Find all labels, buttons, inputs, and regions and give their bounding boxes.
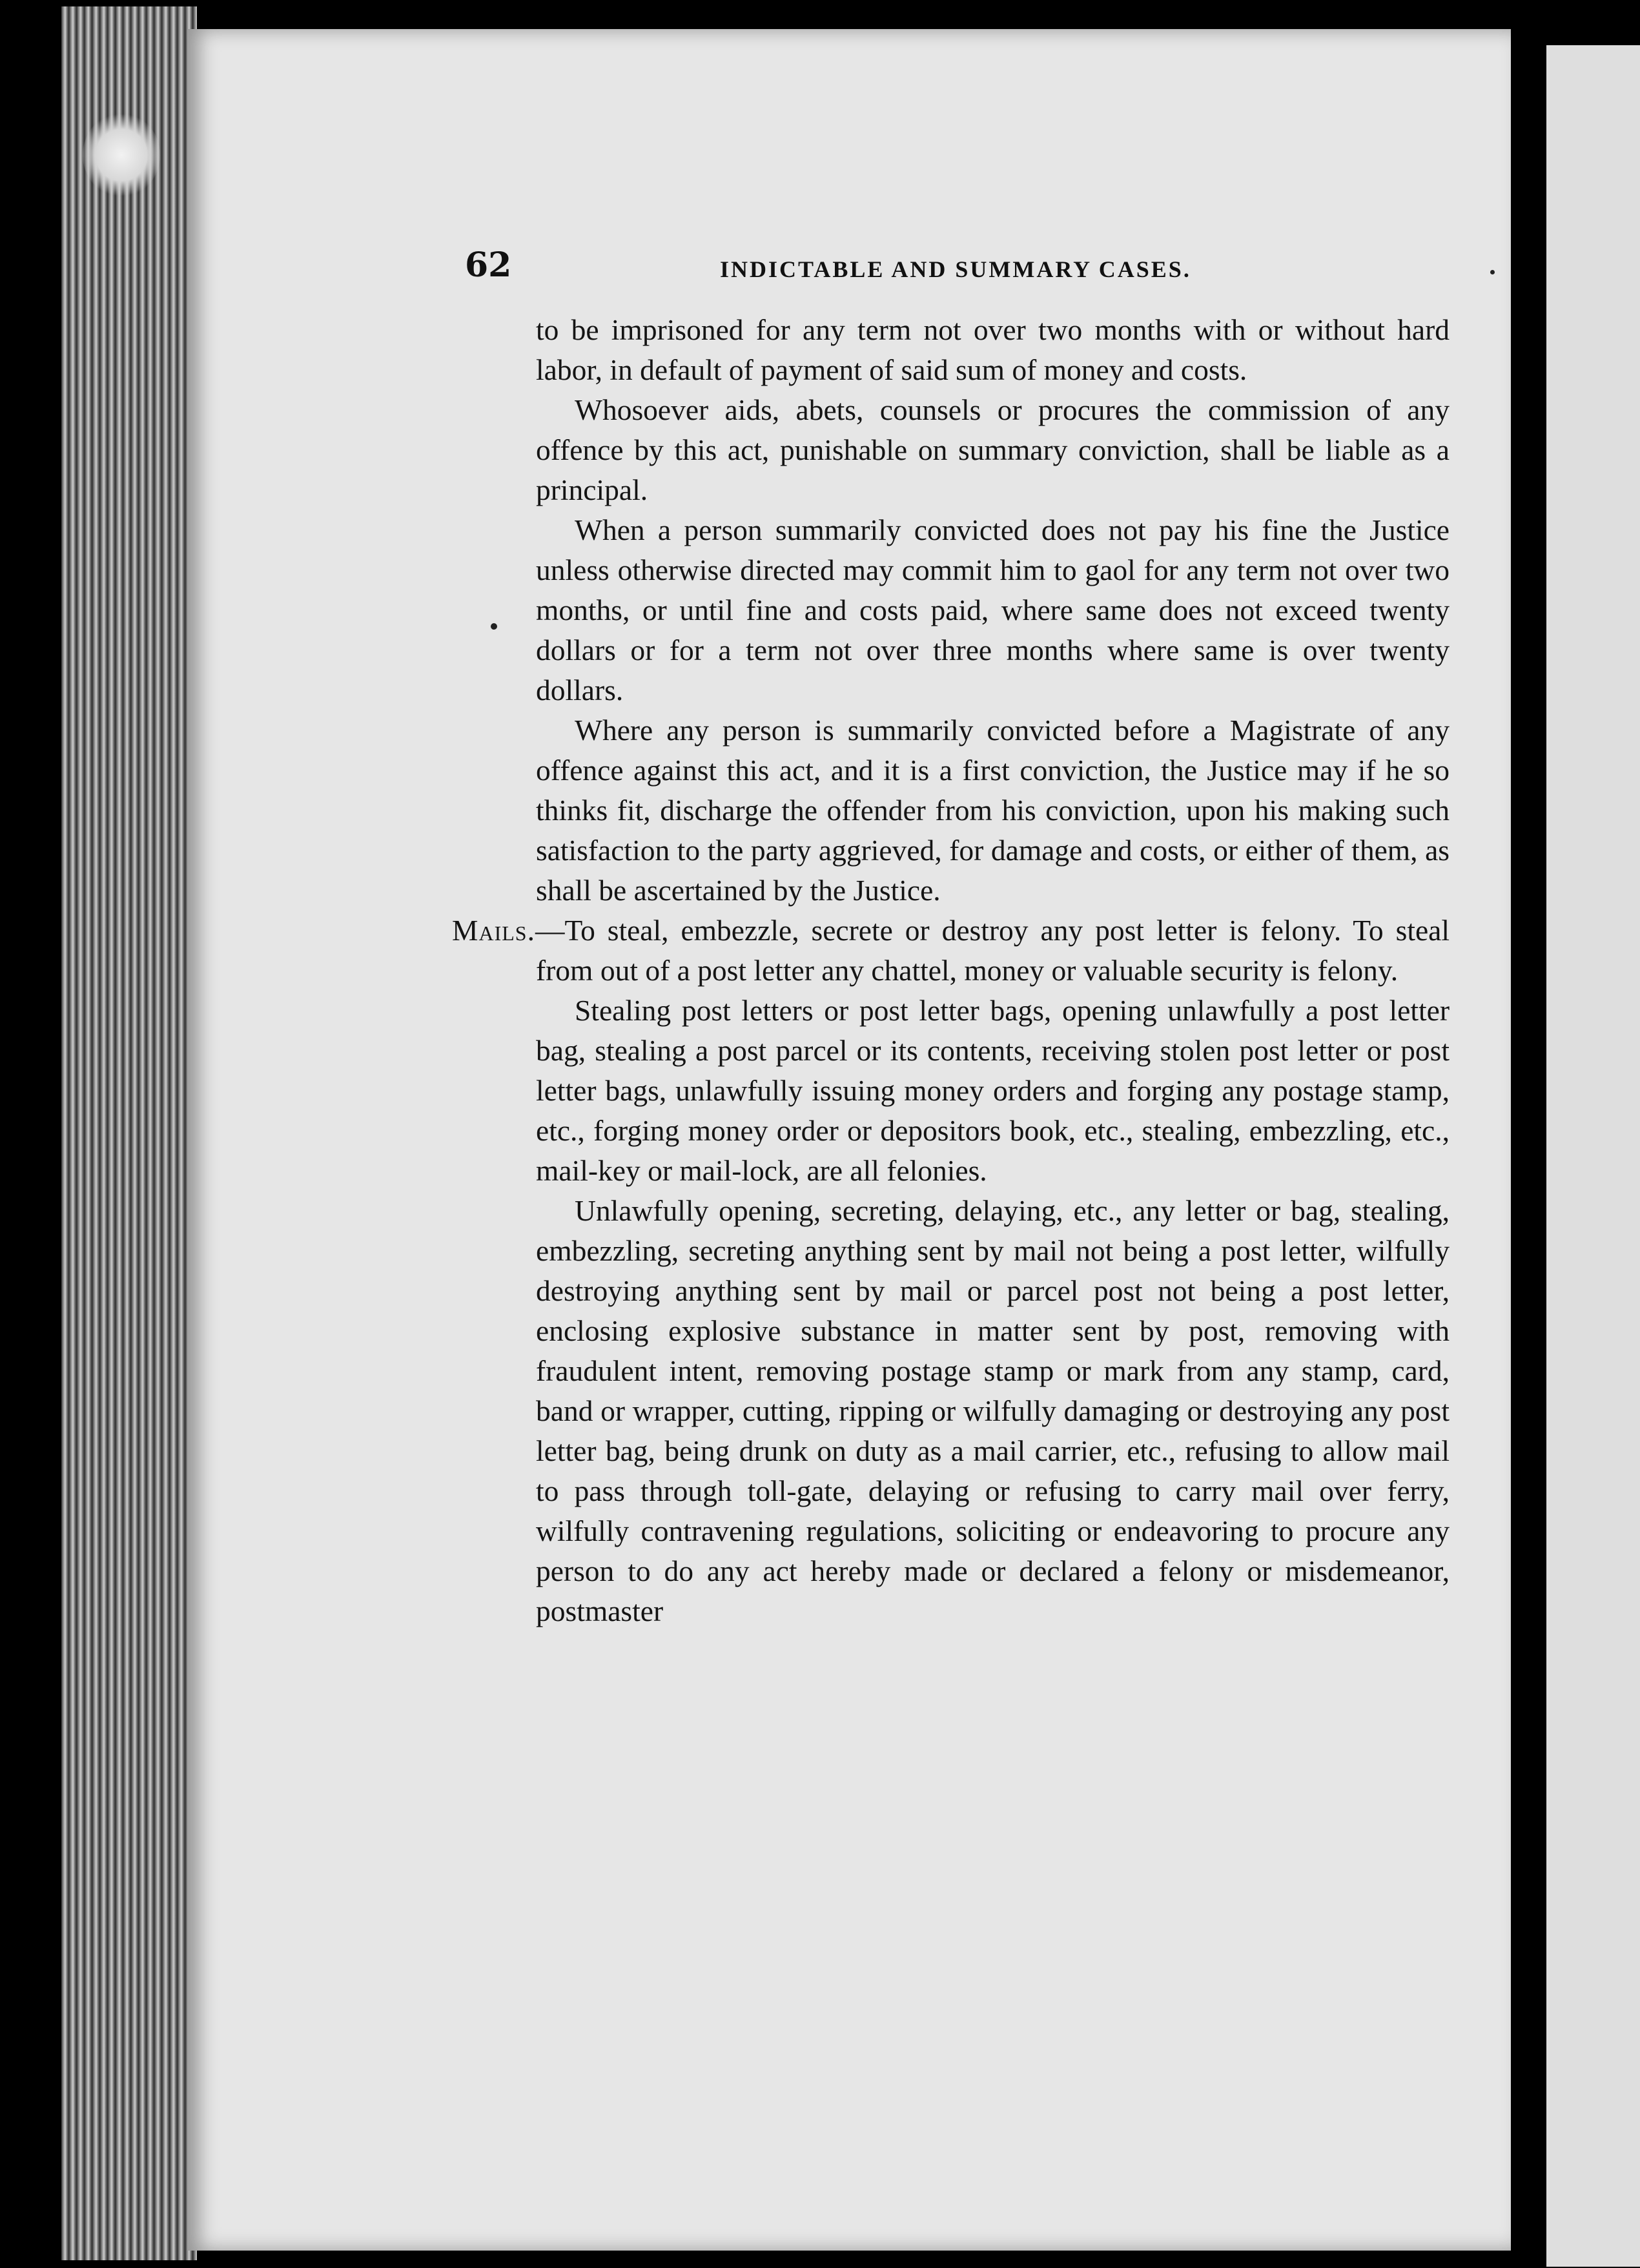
paragraph-aiders: Whosoever aids, abets, counsels or procures the commission of any offence by this act, punishable on summary conviction, shall be liable as a principal. — [536, 393, 1450, 506]
paper-smudge — [83, 113, 160, 197]
facing-page-edge — [1546, 45, 1640, 2267]
paragraph-first-conviction: Where any person is summarily convicted before a Magistrate of any offence against this act, and it is a first conviction, the Justice may if he so thinks fit, discharge the offender from his conviction, upon his making such satisfaction to the party aggrieved, for damage and costs, or either of them, as shall be ascertained by the Justice. — [536, 714, 1450, 907]
paragraph-mail-misdemeanors: Unlawfully opening, secreting, delaying, etc., any letter or bag, stealing, embezzling, secreting anything sent by mail not being a post letter, wilfully destroying anything sent by mail or parcel post not being a post letter, enclosing explosive substance in matter sent by post, removing with fraudulent intent, removing postage stamp or mark from any stamp, card, band or wrapper, cutting, ripping or wilfully damaging or destroying any post letter bag, being drunk on duty as a mail carrier, etc., refusing to allow mail to pass through toll-gate, delaying or refusing to carry mail over ferry, wilfully contravening regulations, soliciting or endeavoring to procure any person to do any act hereby made or declared a felony or misdemeanor, postmaster — [536, 1194, 1450, 1627]
body-text — [452, 310, 1450, 1631]
ink-speck — [1490, 270, 1495, 274]
page-number: 62 — [465, 245, 512, 285]
page-edges — [61, 6, 197, 2260]
ink-speck — [491, 623, 497, 630]
paragraph-mail-felonies: Stealing post letters or post letter bags, opening unlawfully a post letter bag, stealing a post parcel or its contents, receiving stolen post letter or post letter bags, unlawfully issuing money orders and forging any postage stamp, etc., forging money order or depositors book, etc., stealing, embezzling, etc., mail-key or mail-lock, are all felonies. — [536, 994, 1450, 1187]
paragraph-nonpayment: When a person summarily convicted does not pay his fine the Justice unless otherwise directed may commit him to gaol for any term not over two months, or until fine and costs paid, where same does not exceed twenty dollars or for a term not over three months where same is over twenty dollars. — [536, 513, 1450, 706]
running-head: INDICTABLE AND SUMMARY CASES. — [720, 256, 1191, 282]
mails-text: —To steal, embezzle, secrete or destroy any post letter is felony. To steal from out of a post letter any chattel, money or valuable security is felony. — [535, 914, 1450, 987]
paragraph-mails — [452, 911, 1450, 991]
paragraph-continuation: to be imprisoned for any term not over two months with or without hard labor, in default of payment of said sum of money and costs. — [536, 313, 1450, 386]
page-header — [465, 245, 1453, 291]
entry-heading-mails: Mails. — [452, 914, 535, 947]
